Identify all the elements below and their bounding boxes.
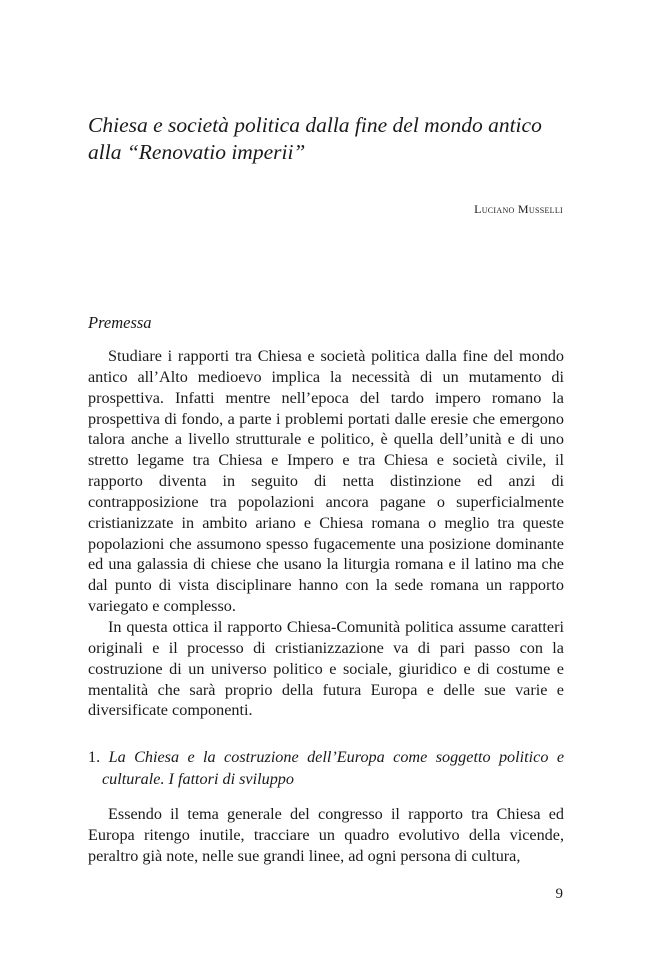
author-name: Luciano Musselli [474, 202, 563, 216]
section-title-premessa: Premessa [88, 313, 152, 332]
paragraph: Essendo il tema generale del congresso il rapporto tra Chiesa ed Europa ritengo inutile, tracciare un quadro evolutivo della vicende, peraltro già note, nelle sue grandi linee, ad ogni persona di cultura, [88, 805, 564, 865]
paragraph: Studiare i rapporti tra Chiesa e società politica dalla fine del mondo antico all’Alto medioevo implica la necessità di un mutamento di prospettiva. Infatti mentre nell’epoca del tardo impero romano la prospettiva di fondo, a parte i problemi portati dalle eresie che emergono talora anche a livello strutturale e politico, è quella dell’unità e di uno stretto legame tra Chiesa e Impero e tra Chiesa e società civile, il rapporto diventa in seguito di netta distinzione ed anzi di contrapposizione tra popolazioni ancora pagane o superficialmente cristianizzate in ambito ariano e Chiesa romana o meglio tra queste popolazioni che assumono spesso fugacemente una posizione dominante ed una galassia di chiese che usano la liturgia romana e il latino ma che dal punto di vista disciplinare hanno con la sede romana un rapporto variegato e complesso. [88, 347, 564, 616]
section-title-1: La Chiesa e la costruzione dell’Europa come soggetto politico e culturale. I fattori di sviluppo [102, 748, 565, 788]
section-1-body [88, 804, 564, 867]
page-number: 9 [555, 886, 563, 902]
chapter-title: Chiesa e società politica dalla fine del mondo antico alla “Renovatio imperii” [88, 113, 542, 164]
section-heading-1 [88, 746, 564, 790]
section-number: 1. [88, 748, 109, 766]
paragraph: In questa ottica il rapporto Chiesa-Comunità politica assume caratteri originali e il processo di cristianizzazione va di pari passo con la costruzione di un universo politico e sociale, giuridico e di costume e mentalità che sarà proprio della futura Europa e delle sue varie e diversificate componenti. [88, 617, 564, 720]
premessa-body [88, 346, 564, 721]
